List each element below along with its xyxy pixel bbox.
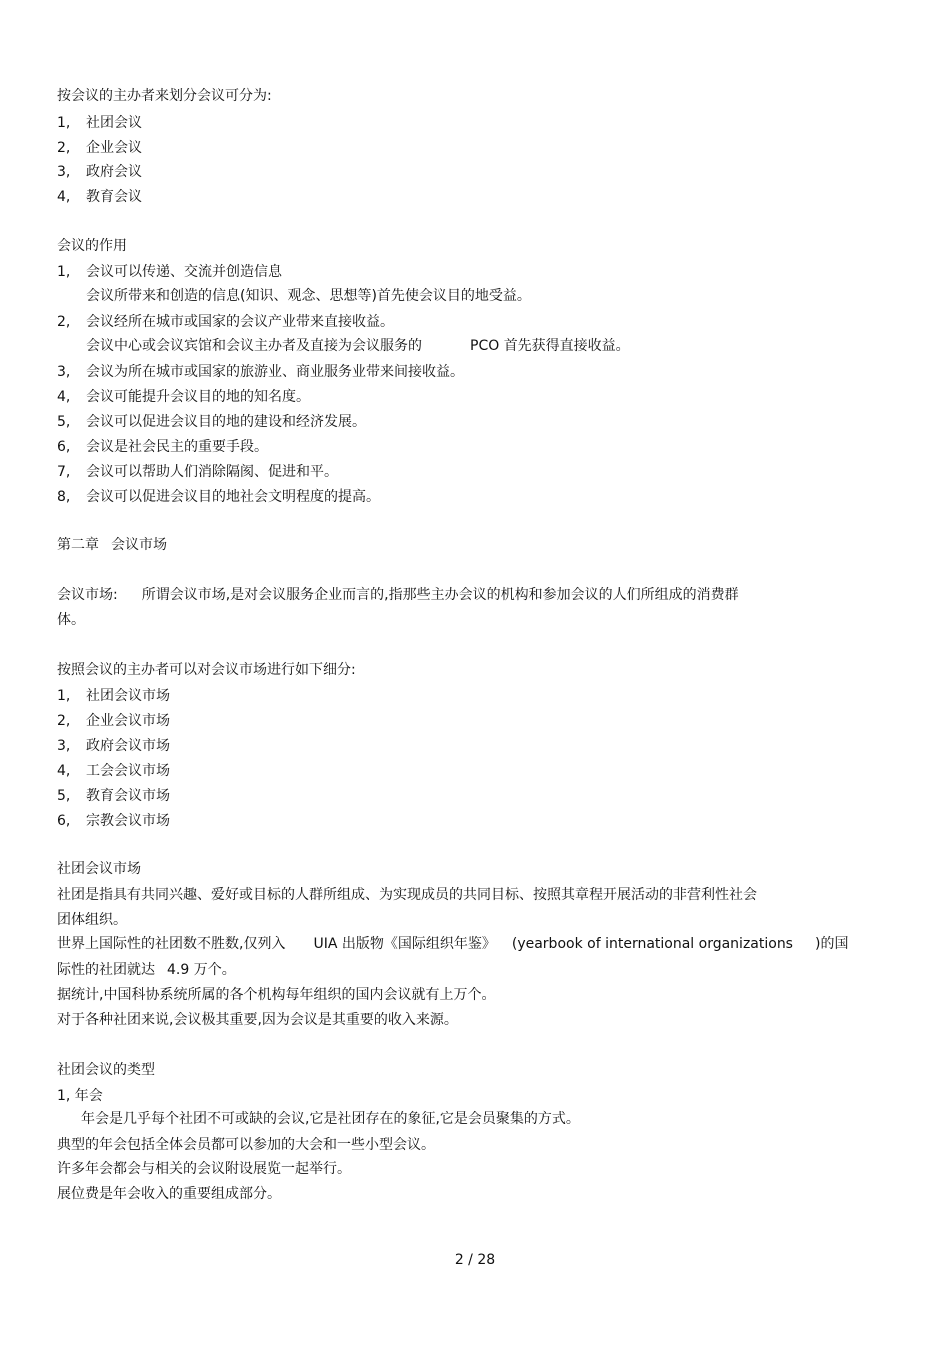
list-text: 会议可能提升会议目的地的知名度。: [86, 389, 310, 405]
list-number: 6,: [57, 813, 71, 829]
list-text: 政府会议市场: [86, 738, 170, 754]
definition-continuation: 体。: [57, 612, 85, 628]
list-item: [57, 812, 170, 830]
list-text: 会议是社会民主的重要手段。: [86, 439, 268, 455]
list-item: [57, 363, 464, 381]
list-item: [57, 139, 142, 157]
list-number: 1,: [57, 688, 71, 704]
list-text: 企业会议: [86, 140, 142, 156]
list-number: 3,: [57, 738, 71, 754]
paragraph-line: [57, 961, 236, 979]
chapter-title: 会议市场: [111, 537, 167, 553]
list-subtext: 会议所带来和创造的信息(知识、观念、思想等)首先使会议目的地受益。: [86, 288, 531, 304]
definition-term: 会议市场:: [57, 587, 118, 603]
list-item: [57, 787, 170, 805]
list-text: 会议可以促进会议目的地的建设和经济发展。: [86, 414, 366, 430]
section-heading: 按照会议的主办者可以对会议市场进行如下细分:: [57, 662, 356, 678]
list-item: [57, 463, 338, 481]
list-item: [57, 413, 366, 431]
list-text: 社团会议市场: [86, 688, 170, 704]
list-item: [57, 163, 142, 181]
list-number: 8,: [57, 489, 71, 505]
paragraph-line: 典型的年会包括全体会员都可以参加的大会和一些小型会议。: [57, 1137, 435, 1153]
list-item: [57, 263, 282, 281]
text-part: )的国: [814, 936, 849, 952]
list-item: [57, 313, 394, 331]
list-item: [57, 388, 310, 406]
definition-text: 所谓会议市场,是对会议服务企业而言的,指那些主办会议的机构和参加会议的人们所组成的消费群: [141, 587, 739, 603]
list-number: 2,: [57, 140, 71, 156]
list-text: 会议经所在城市或国家的会议产业带来直接收益。: [86, 314, 394, 330]
text-part: 4.9 万个。: [167, 962, 236, 978]
page-number: 2 / 28: [454, 1252, 496, 1268]
definition-paragraph: [57, 586, 739, 604]
subtext-part: PCO 首先获得直接收益。: [470, 338, 630, 354]
list-text: 会议可以帮助人们消除隔阂、促进和平。: [86, 464, 338, 480]
list-number: 5,: [57, 414, 71, 430]
list-item: [57, 737, 170, 755]
section-heading: 社团会议市场: [57, 861, 141, 877]
list-text: 社团会议: [86, 115, 142, 131]
list-number: 6,: [57, 439, 71, 455]
chapter-heading: [57, 536, 167, 554]
section-heading: 社团会议的类型: [57, 1062, 155, 1078]
paragraph-line: 许多年会都会与相关的会议附设展览一起举行。: [57, 1161, 351, 1177]
paragraph-line: [57, 935, 848, 953]
list-number: 2,: [57, 314, 71, 330]
list-text: 教育会议: [86, 189, 142, 205]
list-item: 1, 年会: [57, 1088, 103, 1104]
text-part: 世界上国际性的社团数不胜数,仅列入: [57, 936, 286, 952]
list-text: 会议可以促进会议目的地社会文明程度的提高。: [86, 489, 380, 505]
list-number: 3,: [57, 364, 71, 380]
text-part: (yearbook of international organizations: [511, 936, 793, 952]
list-number: 1,: [57, 115, 71, 131]
list-number: 2,: [57, 713, 71, 729]
list-number: 1,: [57, 264, 71, 280]
list-number: 7,: [57, 464, 71, 480]
section-heading: 会议的作用: [57, 238, 127, 254]
list-item: [57, 762, 170, 780]
list-number: 4,: [57, 389, 71, 405]
list-number: 3,: [57, 164, 71, 180]
paragraph-line: 年会是几乎每个社团不可或缺的会议,它是社团存在的象征,它是会员聚集的方式。: [81, 1111, 580, 1127]
text-part: 际性的社团就达: [57, 962, 155, 978]
list-number: 4,: [57, 763, 71, 779]
paragraph-line: 展位费是年会收入的重要组成部分。: [57, 1186, 281, 1202]
list-item: [57, 114, 142, 132]
list-text: 企业会议市场: [86, 713, 170, 729]
chapter-label: 第二章: [57, 537, 99, 553]
list-item: [57, 188, 142, 206]
paragraph-line: 社团是指具有共同兴趣、爱好或目标的人群所组成、为实现成员的共同目标、按照其章程开展活动的非营利性社会: [57, 887, 757, 903]
list-text: 会议为所在城市或国家的旅游业、商业服务业带来间接收益。: [86, 364, 464, 380]
paragraph-line: 对于各种社团来说,会议极其重要,因为会议是其重要的收入来源。: [57, 1012, 458, 1028]
paragraph-line: 团体组织。: [57, 912, 127, 928]
list-item: [57, 488, 380, 506]
section-heading: 按会议的主办者来划分会议可分为:: [57, 88, 272, 104]
list-item: [57, 687, 170, 705]
list-item: [57, 712, 170, 730]
list-text: 宗教会议市场: [86, 813, 170, 829]
list-text: 政府会议: [86, 164, 142, 180]
paragraph-line: 据统计,中国科协系统所属的各个机构每年组织的国内会议就有上万个。: [57, 987, 496, 1003]
subtext-part: 会议中心或会议宾馆和会议主办者及直接为会议服务的: [86, 338, 422, 354]
list-number: 5,: [57, 788, 71, 804]
list-text: 教育会议市场: [86, 788, 170, 804]
list-number: 4,: [57, 189, 71, 205]
list-text: 工会会议市场: [86, 763, 170, 779]
list-item: [57, 438, 268, 456]
text-part: UIA 出版物《国际组织年鉴》: [313, 936, 496, 952]
list-subtext: [86, 337, 630, 355]
list-text: 会议可以传递、交流并创造信息: [86, 264, 282, 280]
